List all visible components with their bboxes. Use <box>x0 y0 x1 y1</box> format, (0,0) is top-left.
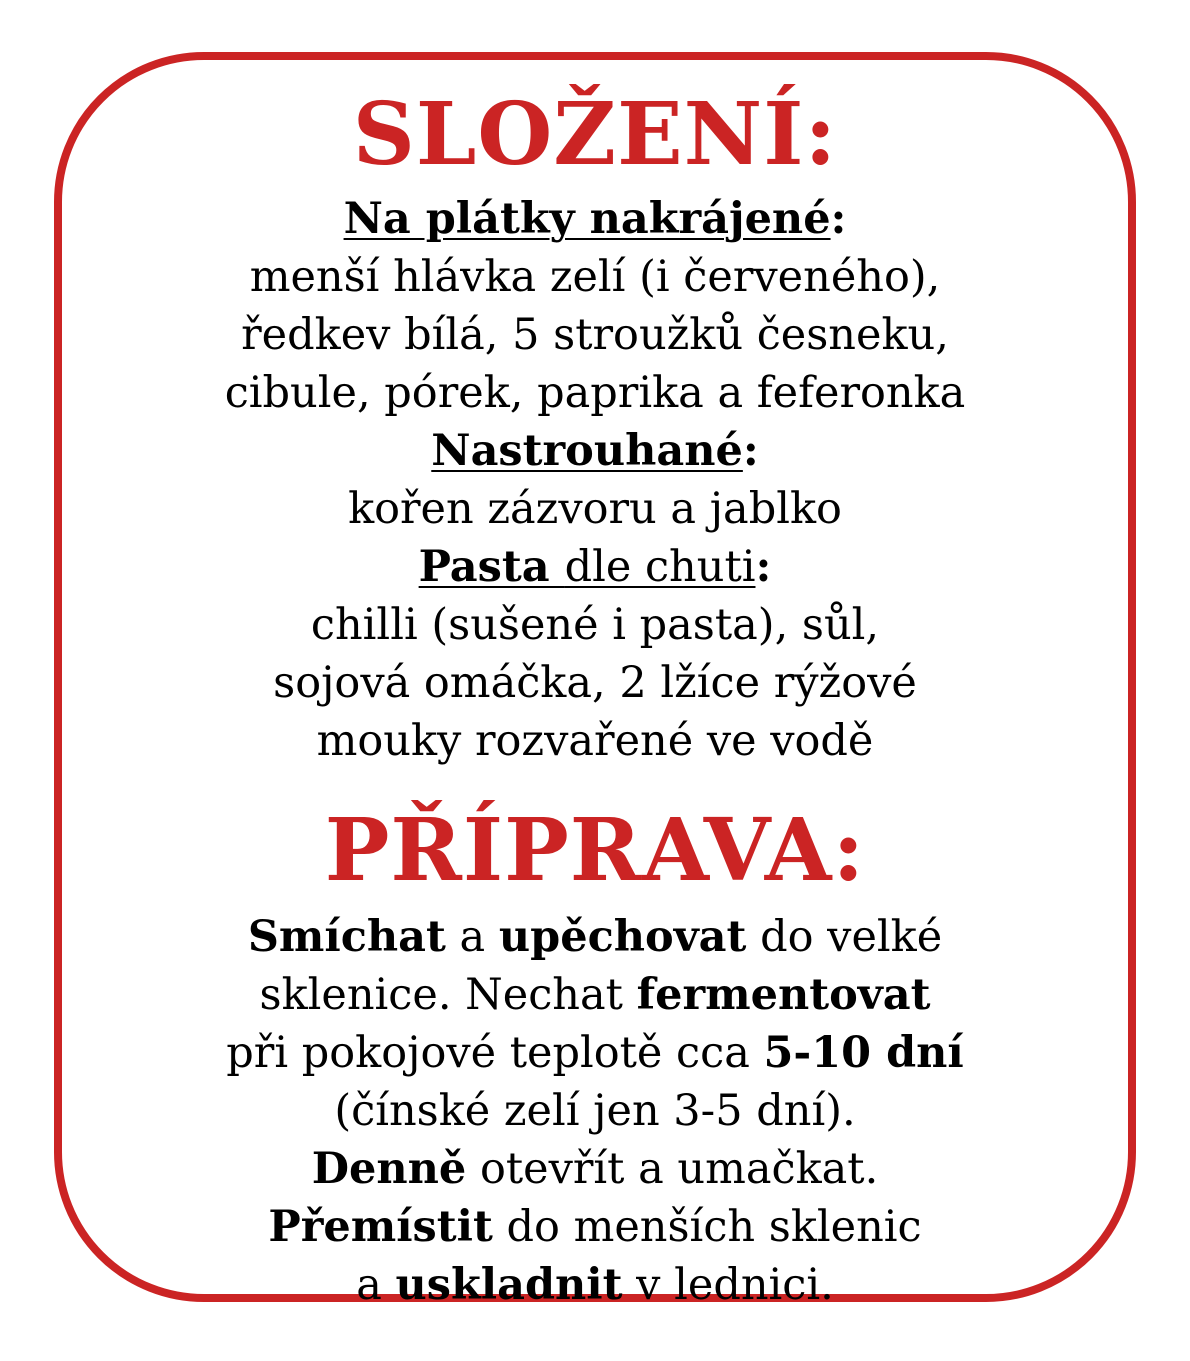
grated-colon: : <box>742 426 759 476</box>
preparation-line <box>54 908 1136 966</box>
paste-label-normal: dle chuti <box>564 542 756 592</box>
grated-subheading <box>54 422 1136 480</box>
preparation-line <box>54 966 1136 1024</box>
preparation-text: sklenice. Nechat <box>259 970 637 1020</box>
preparation-section <box>54 908 1136 1314</box>
preparation-keyword: 5-10 dní <box>763 1028 964 1078</box>
preparation-keyword: fermentovat <box>636 970 931 1020</box>
paste-colon: : <box>755 542 772 592</box>
preparation-text: do menších sklenic <box>492 1202 922 1252</box>
sliced-colon: : <box>830 194 847 244</box>
preparation-text: do velké <box>746 912 943 962</box>
preparation-keyword: Smíchat <box>247 912 446 962</box>
ingredient-line: kořen zázvoru a jablko <box>348 484 842 534</box>
grated-label: Nastrouhané <box>431 426 743 476</box>
paste-label <box>419 542 756 592</box>
ingredient-line: mouky rozvařené ve vodě <box>316 716 874 766</box>
preparation-keyword: uskladnit <box>395 1260 623 1310</box>
recipe-card <box>54 52 1136 1314</box>
preparation-text: a <box>356 1260 396 1310</box>
ingredient-line: cibule, pórek, paprika a feferonka <box>224 368 966 418</box>
preparation-line <box>54 1140 1136 1198</box>
preparation-line <box>54 1256 1136 1314</box>
sliced-subheading <box>54 190 1136 248</box>
preparation-keyword: upěchovat <box>498 912 747 962</box>
preparation-line <box>54 1024 1136 1082</box>
sliced-label: Na plátky nakrájené <box>343 194 831 244</box>
paste-label-bold: Pasta <box>418 542 565 592</box>
preparation-text: otevřít a umačkat. <box>466 1144 879 1194</box>
preparation-heading: PŘÍPRAVA: <box>324 800 866 901</box>
ingredient-line: ředkev bílá, 5 stroužků česneku, <box>241 310 949 360</box>
preparation-text: v lednici. <box>622 1260 834 1310</box>
preparation-line <box>54 1198 1136 1256</box>
ingredient-line: menší hlávka zelí (i červeného), <box>249 252 941 302</box>
preparation-keyword: Denně <box>311 1144 467 1194</box>
preparation-text: a <box>445 912 499 962</box>
ingredient-line: sojová omáčka, 2 lžíce rýžové <box>273 658 917 708</box>
preparation-text: (čínské zelí jen 3-5 dní). <box>334 1086 856 1136</box>
ingredient-line: chilli (sušené i pasta), sůl, <box>310 600 880 650</box>
ingredients-heading: SLOŽENÍ: <box>352 84 838 185</box>
preparation-line <box>54 1082 1136 1140</box>
preparation-text: při pokojové teplotě cca <box>226 1028 764 1078</box>
paste-subheading <box>54 538 1136 596</box>
preparation-keyword: Přemístit <box>268 1202 493 1252</box>
ingredients-section <box>54 190 1136 770</box>
